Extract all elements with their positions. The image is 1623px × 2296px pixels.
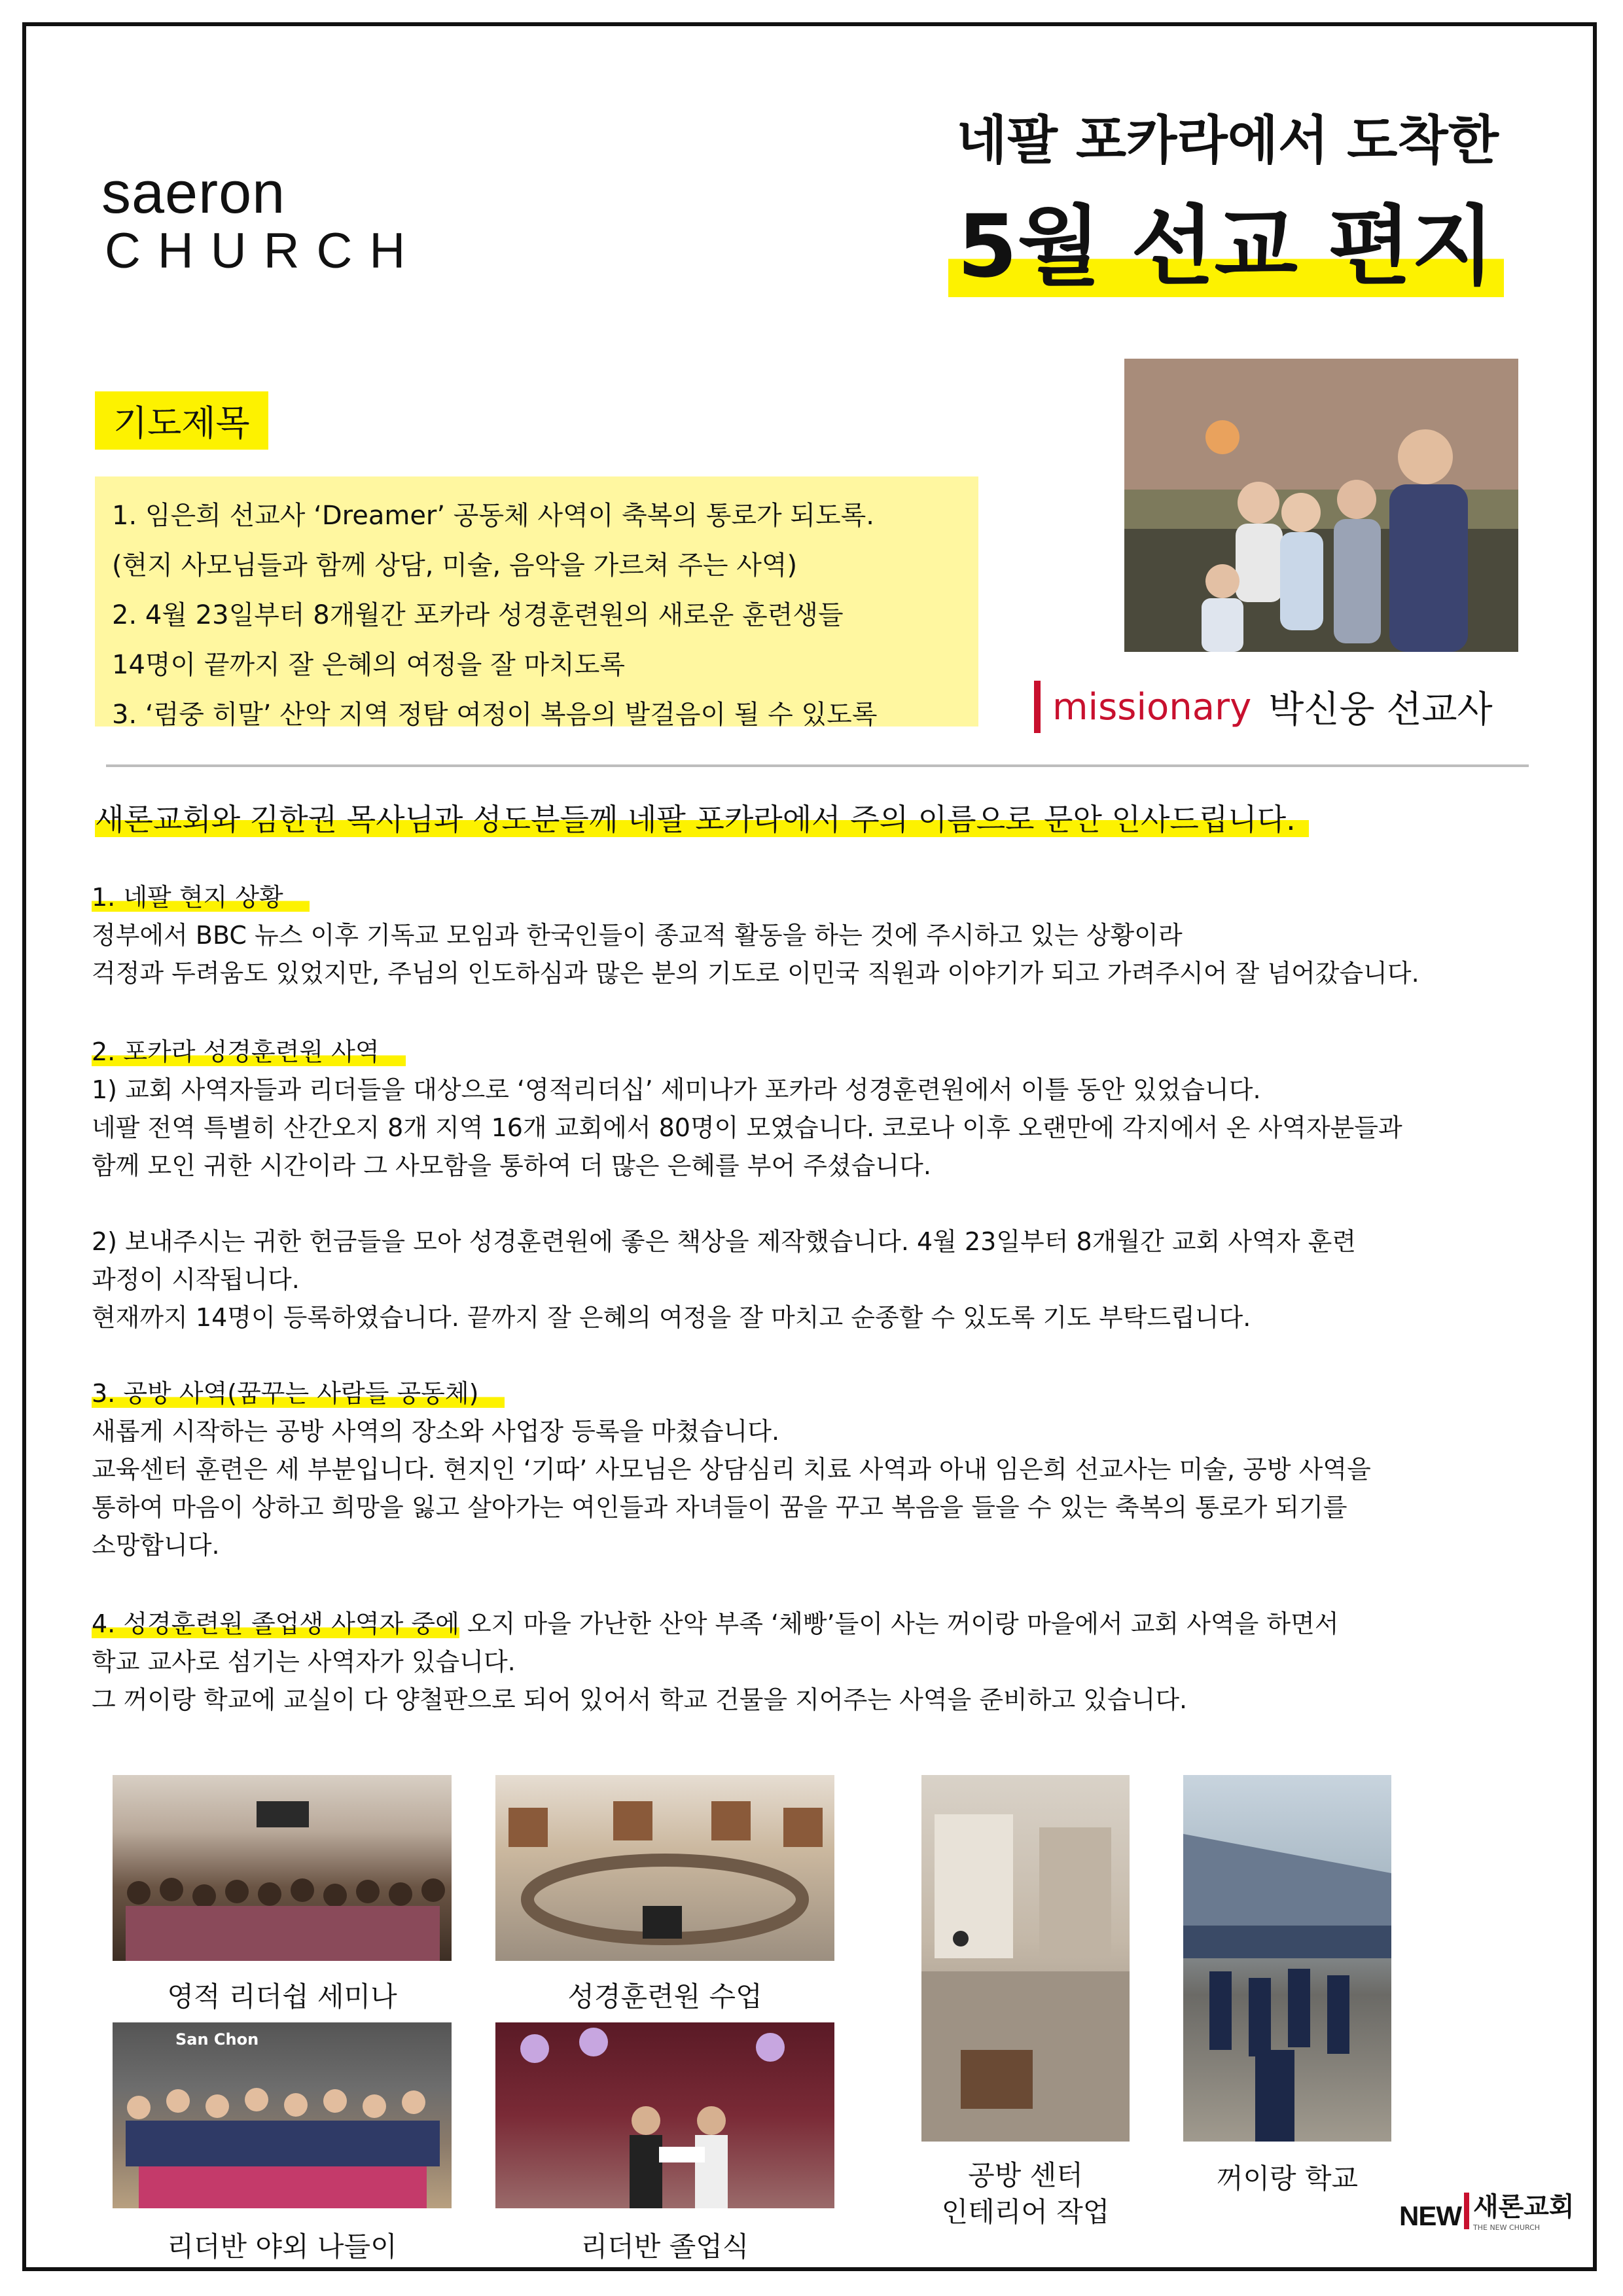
- prayer-line: 2. 4월 23일부터 8개월간 포카라 성경훈련원의 새로운 훈련생들: [112, 600, 844, 630]
- prayer-line: (현지 사모님들과 함께 상담, 미술, 음악을 가르쳐 주는 사역): [112, 550, 798, 581]
- photo-caption: 리더반 졸업식: [580, 2231, 749, 2263]
- letter-subtitle: 네팔 포카라에서 도착한: [956, 110, 1499, 171]
- paragraph-line: 함께 모인 귀한 시간이라 그 사모함을 통하여 더 많은 은혜를 부어 주셨습니다.: [92, 1151, 931, 1180]
- paragraph-line: 1) 교회 사역자들과 리더들을 대상으로 ‘영적리더십’ 세미나가 포카라 성경훈련원에서 이틀 동안 있었습니다.: [92, 1075, 1261, 1104]
- outing-photo-illustration: [113, 2022, 452, 2208]
- paragraph-line: 교육센터 훈련은 세 부분입니다. 현지인 ‘기따’ 사모님은 상담심리 치료 사역과 아내 임은희 선교사는 미술, 공방 사역을: [92, 1455, 1371, 1484]
- graduation-photo-illustration: [495, 2022, 834, 2208]
- section-local-situation: [92, 878, 1597, 992]
- class-photo-illustration: [495, 1775, 834, 1961]
- photo-caption: 영적 리더쉽 세미나: [167, 1981, 397, 2013]
- missionary-signature: [1034, 681, 1493, 733]
- class-photo: [495, 1775, 834, 1961]
- accent-bar: [1034, 681, 1041, 733]
- prayer-line: 3. ‘럼중 히말’ 산악 지역 정탐 여정이 복음의 발걸음이 될 수 있도록: [112, 700, 878, 730]
- section-title: 4. 성경훈련원 졸업생 사역자 중에 오지 마을 가난한 산악 부족 ‘체빵’들이 사는 꺼이랑 마을에서 교회 사역을 하면서: [92, 1609, 1339, 1638]
- prayer-line: 14명이 끝까지 잘 은혜의 여정을 잘 마치도록: [112, 650, 626, 680]
- logo-mark: NEW: [1399, 2200, 1461, 2231]
- paragraph-line: 학교 교사로 섬기는 사역자가 있습니다.: [92, 1647, 516, 1676]
- paragraph-line: 2) 보내주시는 귀한 헌금들을 모아 성경훈련원에 좋은 책상을 제작했습니다. 4월 23일부터 8개월간 교회 사역자 훈련: [92, 1227, 1357, 1256]
- missionary-family-photo: [1124, 359, 1518, 652]
- missionary-label: missionary: [1052, 685, 1252, 728]
- section-workshop-ministry: [92, 1374, 1597, 1564]
- letter-title: 5월 선교 편지: [948, 177, 1504, 301]
- restaurant-sign: San Chon: [175, 2030, 259, 2049]
- paragraph-line: 새롭게 시작하는 공방 사역의 장소와 사업장 등록을 마쳤습니다.: [92, 1417, 780, 1446]
- seminar-photo: [113, 1775, 452, 1961]
- new-church-logo: [1399, 2186, 1575, 2232]
- paragraph-line: 통하여 마음이 상하고 희망을 잃고 살아가는 여인들과 자녀들이 꿈을 꾸고 복음을 들을 수 있는 축복의 통로가 되기를: [92, 1493, 1347, 1522]
- section-training-center: [92, 1033, 1597, 1336]
- photo-caption: 꺼이랑 학교: [1216, 2162, 1359, 2195]
- paragraph-line: 그 꺼이랑 학교에 교실이 다 양철판으로 되어 있어서 학교 건물을 지어주는 사역을 준비하고 있습니다.: [92, 1685, 1188, 1714]
- paragraph-line: [92, 1185, 1597, 1223]
- outing-photo: [113, 2022, 452, 2208]
- paragraph-line: 정부에서 BBC 뉴스 이후 기독교 모임과 한국인들이 종교적 활동을 하는 것에 주시하고 있는 상황이라: [92, 921, 1183, 950]
- photo-caption: 리더반 야외 나들이: [167, 2231, 397, 2263]
- school-photo-illustration: [1183, 1775, 1391, 2142]
- workshop-interior-photo: [921, 1775, 1130, 2142]
- paragraph-line: 과정이 시작됩니다.: [92, 1265, 300, 1294]
- school-photo: [1183, 1775, 1391, 2142]
- prayer-topics-label: 기도제목: [95, 391, 268, 450]
- workshop-photo-illustration: [921, 1775, 1130, 2142]
- church-logo-subtitle: CHURCH: [105, 223, 423, 279]
- logo-name-block: 새론교회 THE NEW CHURCH: [1473, 2192, 1575, 2232]
- prayer-topics-box: [95, 476, 978, 730]
- section-school-project: [92, 1605, 1597, 1719]
- divider: [106, 764, 1529, 767]
- graduation-photo: [495, 2022, 834, 2208]
- family-photo-illustration: [1124, 359, 1518, 652]
- paragraph-line: 네팔 전역 특별히 산간오지 8개 지역 16개 교회에서 80명이 모였습니다. 코로나 이후 오랜만에 각지에서 온 사역자분들과: [92, 1113, 1402, 1142]
- section-title: 3. 공방 사역(꿈꾸는 사람들 공동체): [92, 1374, 1597, 1412]
- seminar-photo-illustration: [113, 1775, 452, 1961]
- paragraph-line: 걱정과 두려움도 있었지만, 주님의 인도하심과 많은 분의 기도로 이민국 직원과 이야기가 되고 가려주시어 잘 넘어갔습니다.: [92, 959, 1419, 988]
- greeting: 새론교회와 김한권 목사님과 성도분들께 네팔 포카라에서 주의 이름으로 문안 인사드립니다.: [95, 796, 1309, 839]
- section-title: 1. 네팔 현지 상황: [92, 878, 1597, 916]
- church-logo-wordmark: saeron: [101, 160, 286, 226]
- paragraph-line: 현재까지 14명이 등록하였습니다. 끝까지 잘 은혜의 여정을 잘 마치고 순종할 수 있도록 기도 부탁드립니다.: [92, 1303, 1251, 1332]
- photo-caption: 공방 센터 인테리어 작업: [941, 2159, 1110, 2228]
- prayer-line: 1. 임은희 선교사 ‘Dreamer’ 공동체 사역이 축복의 통로가 되도록.: [112, 501, 874, 531]
- photo-caption: 성경훈련원 수업: [567, 1981, 762, 2013]
- missionary-name: 박신웅 선교사: [1268, 689, 1493, 731]
- cross-icon: [1464, 2193, 1469, 2229]
- section-title: 2. 포카라 성경훈련원 사역: [92, 1033, 1597, 1071]
- paragraph-line: 소망합니다.: [92, 1531, 220, 1560]
